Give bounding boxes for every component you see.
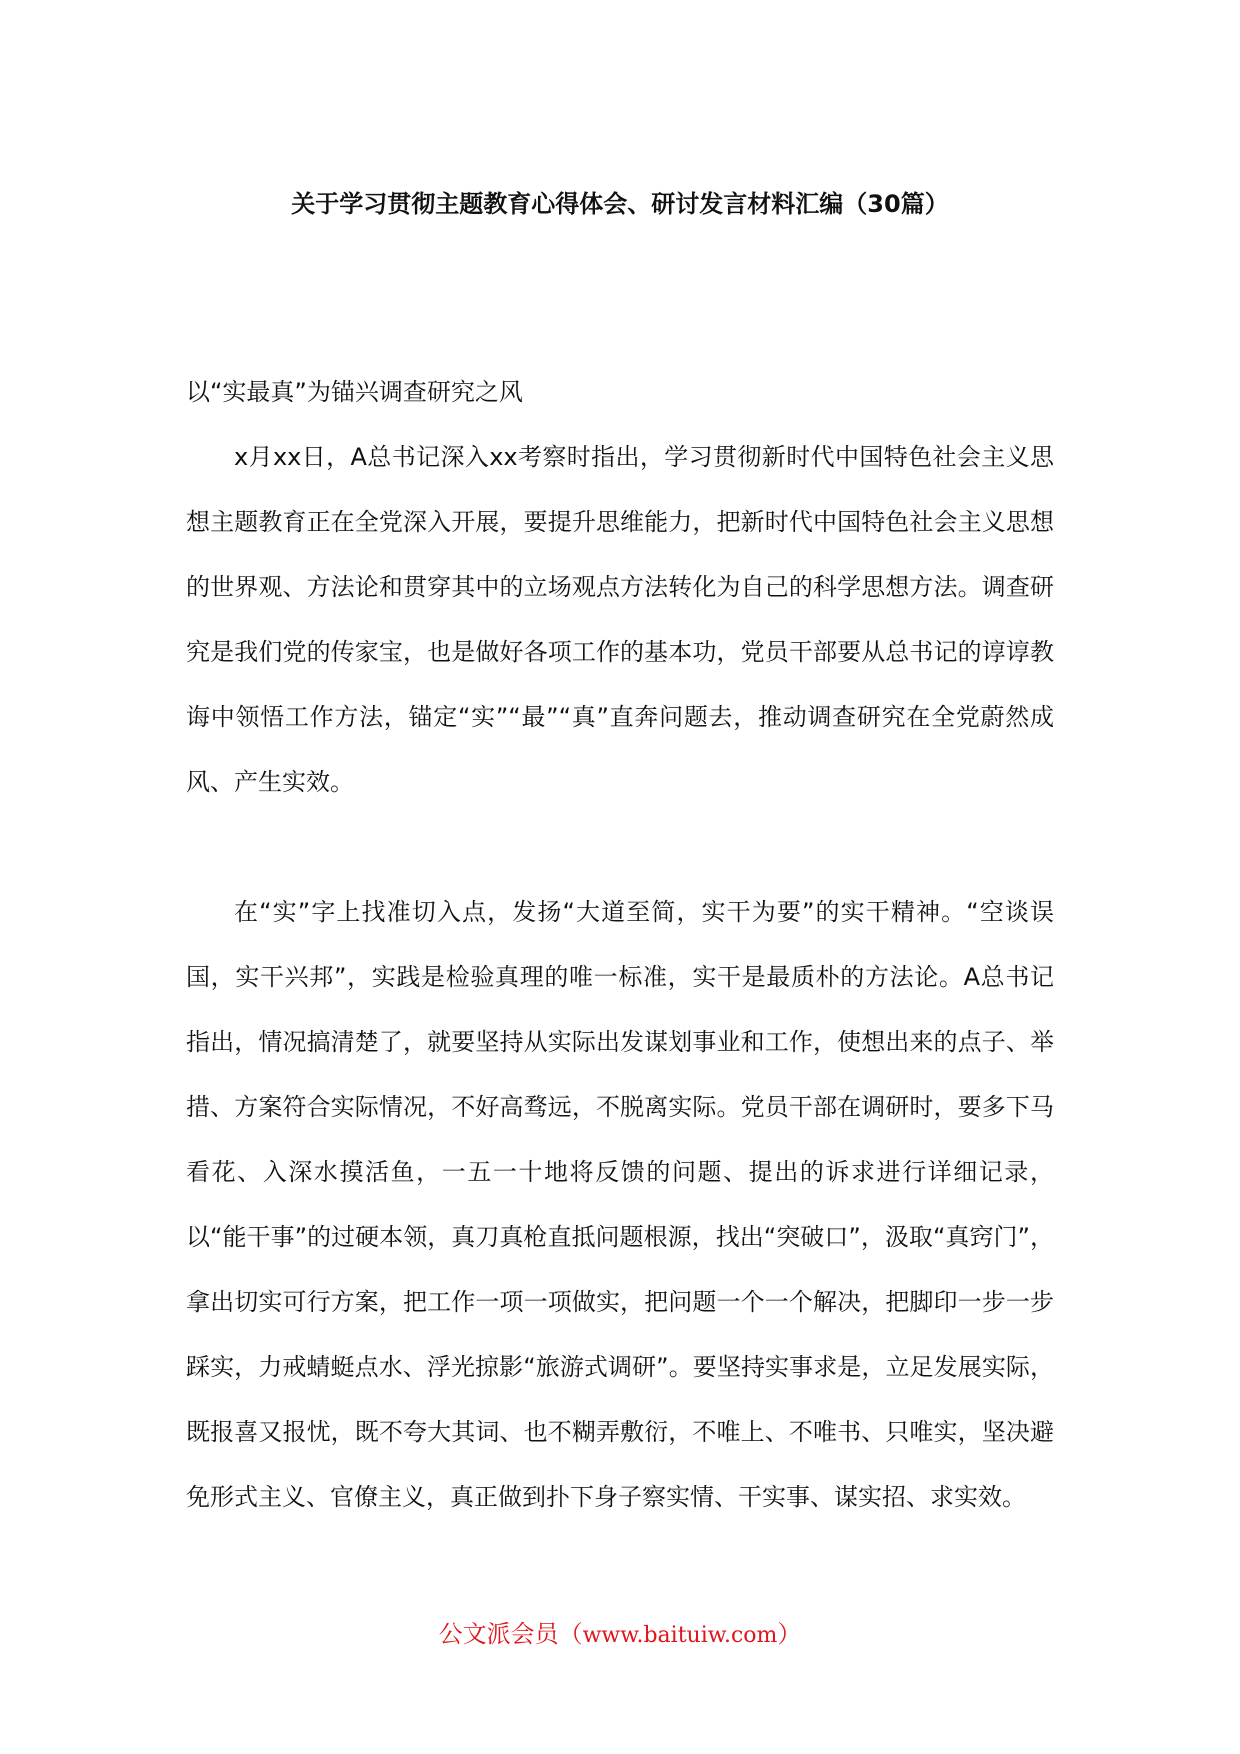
section-subheading: 以“实最真”为锚兴调查研究之风 xyxy=(186,378,523,406)
footer-watermark xyxy=(0,1616,1240,1654)
paragraph-intro: x月xx日，A总书记深入xx考察时指出，学习贯彻新时代中国特色社会主义思想主题教育正在全党深入开展，要提升思维能力，把新时代中国特色社会主义思想的世界观、方法论和贯穿其中的立场观点方法转化为自己的科学思想方法。调查研究是我们党的传家宝，也是做好各项工作的基本功，党员干部要从总书记的谆谆教诲中领悟工作方法，锚定“实”“最”“真”直奔问题去，推动调查研究在全党蔚然成风、产生实效。 xyxy=(186,443,1054,796)
paragraph-shi: 在“实”字上找准切入点，发扬“大道至简，实干为要”的实干精神。“空谈误国，实干兴邦”，实践是检验真理的唯一标准，实干是最质朴的方法论。A总书记指出，情况搞清楚了，就要坚持从实际出发谋划事业和工作，使想出来的点子、举措、方案符合实际情况，不好高骛远，不脱离实际。党员干部在调研时，要多下马看花、入深水摸活鱼，一五一十地将反馈的问题、提出的诉求进行详细记录，以“能干事”的过硬本领，真刀真枪直抵问题根源，找出“突破口”，汲取“真窍门”，拿出切实可行方案，把工作一项一项做实，把问题一个一个解决，把脚印一步一步踩实，力戒蜻蜓点水、浮光掠影“旅游式调研”。要坚持实事求是，立足发展实际，既报喜又报忧，既不夸大其词、也不糊弄敷衍，不唯上、不唯书、只唯实，坚决避免形式主义、官僚主义，真正做到扑下身子察实情、干实事、谋实招、求实效。 xyxy=(186,898,1054,1511)
footer-url: www.baituiw.com xyxy=(582,1623,778,1648)
footer-brand: 公文派会员 xyxy=(438,1620,559,1648)
document-title: 关于学习贯彻主题教育心得体会、研讨发言材料汇编（30篇） xyxy=(291,190,949,218)
document-body xyxy=(186,360,1054,1530)
footer-open-paren: （ xyxy=(558,1620,583,1648)
paragraph-spacer xyxy=(186,815,1054,880)
footer-close-paren: ） xyxy=(777,1620,802,1648)
